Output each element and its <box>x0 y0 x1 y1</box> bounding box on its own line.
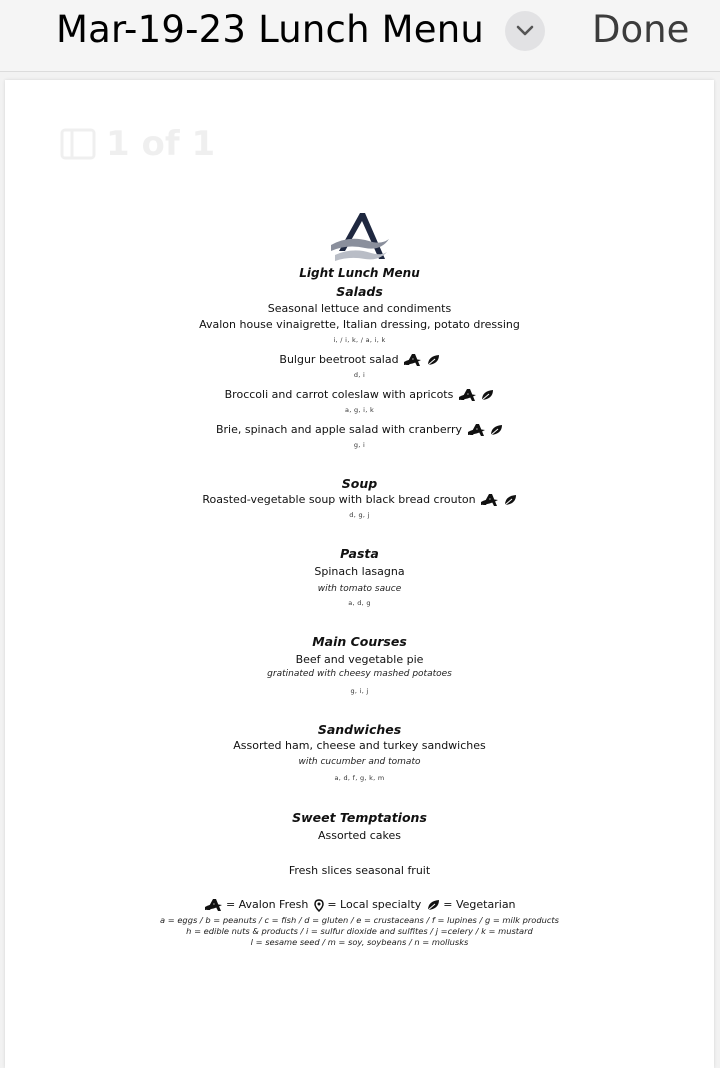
menu-title: Light Lunch Menu <box>299 266 420 280</box>
document-title: Mar-19-23 Lunch Menu <box>56 8 485 51</box>
allergen-codes: i, / i, k, / a, i, k <box>333 336 386 344</box>
legend-local-specialty: = Local specialty <box>327 898 422 911</box>
allergen-codes: g, i <box>353 441 366 449</box>
legend-avalon-fresh: = Avalon Fresh <box>225 898 309 911</box>
menu-item: Spinach lasagna <box>314 565 405 578</box>
allergen-codes: d, i <box>353 371 366 379</box>
menu-item-soup <box>5 493 714 507</box>
vegetarian-leaf-icon <box>427 354 440 366</box>
menu-item: Beef and vegetable pie <box>295 653 424 666</box>
menu-item: Assorted ham, cheese and turkey sandwiches <box>233 739 486 752</box>
avalon-fresh-icon <box>404 354 421 367</box>
vegetarian-leaf-icon <box>490 424 503 436</box>
symbol-legend <box>5 898 714 912</box>
avalon-fresh-icon <box>459 389 476 402</box>
done-button[interactable]: Done <box>592 8 690 51</box>
vegetarian-leaf-icon <box>504 494 517 506</box>
menu-item-description: with tomato sauce <box>317 584 402 594</box>
menu-item-label: Brie, spinach and apple salad with cranberry <box>215 423 463 436</box>
menu-item-label: Broccoli and carrot coleslaw with apricots <box>224 388 454 401</box>
section-heading-sweet-temptations: Sweet Temptations <box>292 810 427 825</box>
avalon-logo-icon <box>329 211 391 267</box>
title-dropdown-button[interactable] <box>505 11 545 51</box>
vegetarian-leaf-icon <box>427 899 440 911</box>
page-count: 1 of 1 <box>106 124 216 164</box>
top-bar <box>0 0 720 72</box>
allergen-codes: a, g, i, k <box>344 406 375 414</box>
allergen-legend-line: h = edible nuts & products / i = sulfur dioxide and sulfites / j =celery / k = mustard <box>186 926 533 936</box>
vegetarian-leaf-icon <box>481 389 494 401</box>
section-heading-pasta: Pasta <box>340 546 379 561</box>
menu-item: Seasonal lettuce and condiments <box>267 302 452 315</box>
menu-item-brie <box>5 423 714 437</box>
legend-vegetarian: = Vegetarian <box>443 898 516 911</box>
menu-item-bulgur <box>5 353 714 367</box>
allergen-codes: a, d, f, g, k, m <box>334 774 385 782</box>
menu-item-description: with cucumber and tomato <box>298 757 421 767</box>
menu-item: Assorted cakes <box>317 829 402 842</box>
menu-item-label: Roasted-vegetable soup with black bread crouton <box>202 493 476 506</box>
menu-item-description: gratinated with cheesy mashed potatoes <box>267 669 452 679</box>
allergen-legend-line: a = eggs / b = peanuts / c = fish / d = gluten / e = crustaceans / f = lupines / g = milk products <box>160 915 559 925</box>
section-heading-soup: Soup <box>341 476 378 491</box>
allergen-codes: d, g, j <box>349 511 370 519</box>
allergen-codes: g, i, j <box>350 687 369 695</box>
chevron-down-icon <box>515 24 535 38</box>
menu-item-label: Bulgur beetroot salad <box>279 353 399 366</box>
avalon-fresh-icon <box>205 899 222 912</box>
menu-item: Fresh slices seasonal fruit <box>288 864 431 877</box>
page-icon <box>60 128 96 160</box>
location-pin-icon <box>314 899 324 912</box>
menu-item-coleslaw <box>5 388 714 402</box>
section-heading-salads: Salads <box>336 284 383 299</box>
section-heading-sandwiches: Sandwiches <box>317 722 402 737</box>
allergen-legend-line: l = sesame seed / m = soy, soybeans / n = mollusks <box>250 937 469 947</box>
avalon-fresh-icon <box>481 494 498 507</box>
avalon-fresh-icon <box>468 424 485 437</box>
page-indicator <box>60 124 215 164</box>
section-heading-main-courses: Main Courses <box>312 634 407 649</box>
menu-item: Avalon house vinaigrette, Italian dressing, potato dressing <box>199 318 520 331</box>
document-page[interactable] <box>5 80 714 1068</box>
allergen-codes: a, d, g <box>348 599 371 607</box>
